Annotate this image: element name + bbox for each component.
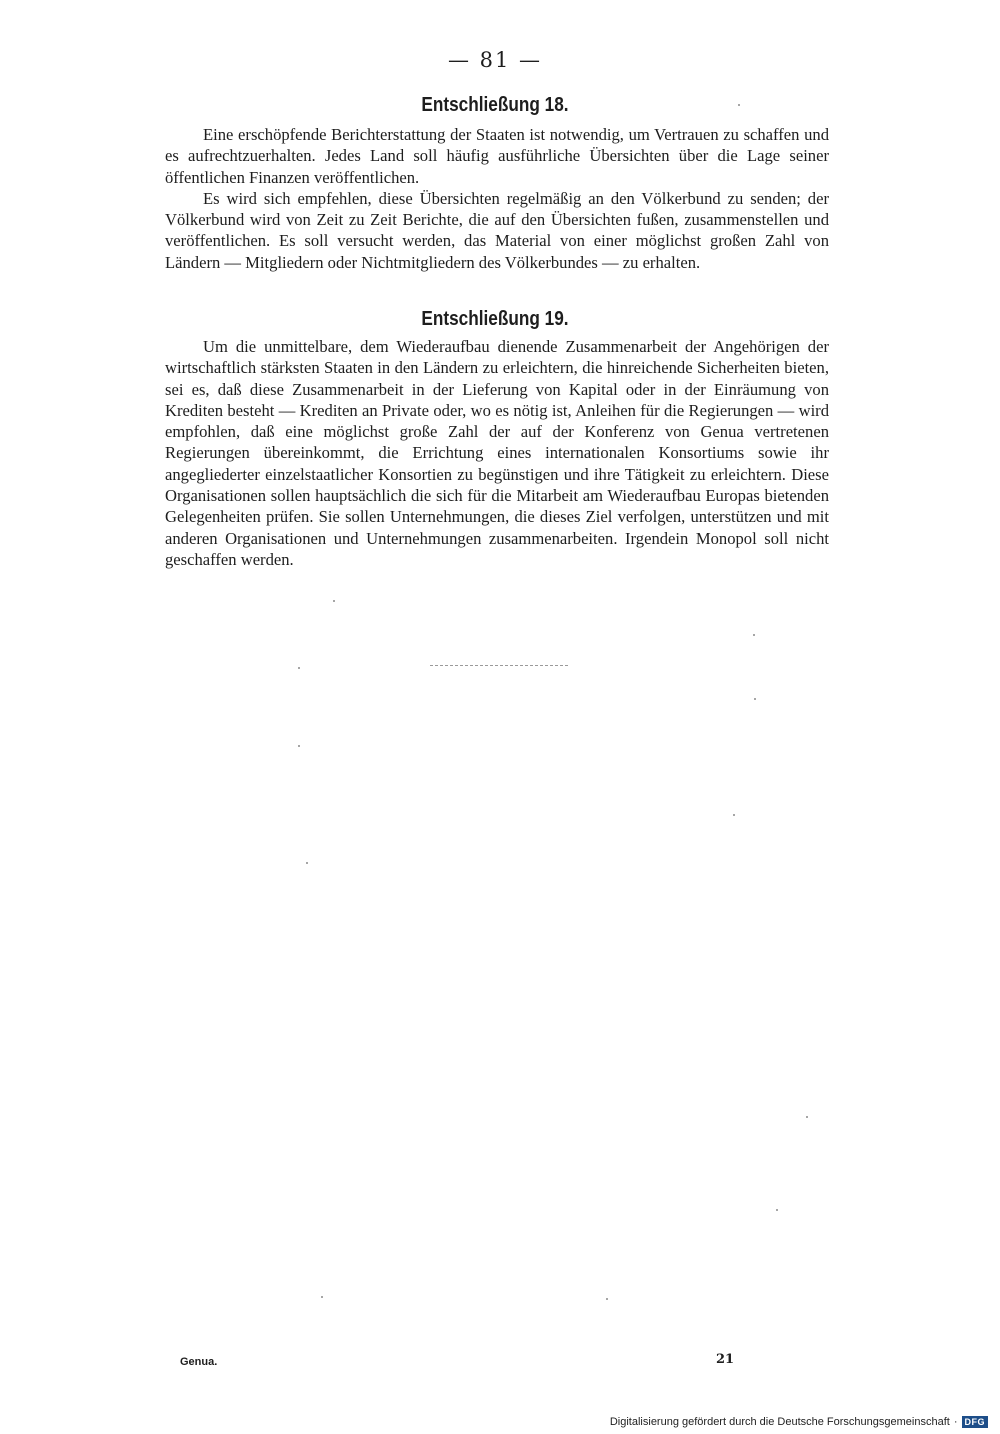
resolution-18-paragraph-1: Eine erschöpfende Berichterstattung der Staaten ist notwendig, um Vertrauen zu schaffen und es aufrechtzuerhalten. Jedes Land soll häufig ausführliche Übersichten über die Lage seiner öffentlichen Finanzen veröffentlichen.	[165, 125, 829, 187]
resolution-19-paragraph-1: Um die unmittelbare, dem Wiederaufbau dienende Zusammenarbeit der Angehörigen der wirtschaftlich stärksten Staaten in den Ländern zu erleichtern, die hinreichende Sicherheiten bieten, sei es, daß diese Zusammenarbeit in der Lieferung von Kapital oder in der Einräumung von Krediten besteht — Krediten an Private oder, wo es nötig ist, Anleihen für die Regierungen — wird empfohlen, daß eine möglichst große Zahl der auf der Konferenz von Genua vertretenen Regierungen übereinkommt, die Errichtung eines internationalen Konsortiums sowie ihr angegliederter einzelstaatlicher Konsortien zu begünstigen und ihre Tätigkeit zu erleichtern. Diese Organisationen sollen hauptsächlich die sich für die Mitarbeit am Wiederaufbau Europas bietenden Gelegenheiten prüfen. Sie sollen Unternehmungen, die dieses Ziel verfolgen, unterstützen und mit anderen Organisationen und Unternehmungen zusammenarbeiten. Irgendein Monopol soll nicht geschaffen werden.	[165, 337, 829, 569]
section-divider	[430, 665, 568, 666]
resolution-18-heading: Entschließung 18.	[421, 94, 569, 116]
resolution-18-paragraph-2: Es wird sich empfehlen, diese Übersichten regelmäßig an den Völkerbund zu senden; der Völkerbund wird von Zeit zu Zeit Berichte, die auf den Übersichten fußen, zusammenstellen und veröffentlichen. Es soll versucht werden, das Material von einer möglichst großen Zahl von Ländern — Mitgliedern oder Nichtmitgliedern des Völkerbundes — zu erhalten.	[165, 188, 829, 272]
dfg-logo: DFG	[962, 1416, 989, 1428]
scan-speck	[733, 814, 735, 816]
scan-speck	[776, 1209, 778, 1211]
scan-speck	[738, 104, 740, 106]
resolution-19-body	[165, 336, 829, 570]
page-number: — 81 —	[447, 48, 543, 72]
scan-speck	[806, 1116, 808, 1118]
footer-sheet-number: 21	[716, 1352, 735, 1367]
scan-speck	[298, 745, 300, 747]
scan-speck	[754, 698, 756, 700]
scan-speck	[306, 862, 308, 864]
digitization-notice: Digitalisierung gefördert durch die Deutsche Forschungsgemeinschaft · DFG	[610, 1416, 988, 1428]
scan-speck	[606, 1298, 608, 1300]
resolution-18-body	[165, 124, 829, 273]
digitization-notice-text: Digitalisierung gefördert durch die Deutsche Forschungsgemeinschaft	[609, 1416, 950, 1428]
scan-speck	[321, 1296, 323, 1298]
footer-signature: Genua.	[180, 1356, 218, 1368]
scan-speck	[298, 667, 300, 669]
scan-speck	[333, 600, 335, 602]
scan-speck	[753, 634, 755, 636]
resolution-19-heading: Entschließung 19.	[421, 308, 569, 330]
